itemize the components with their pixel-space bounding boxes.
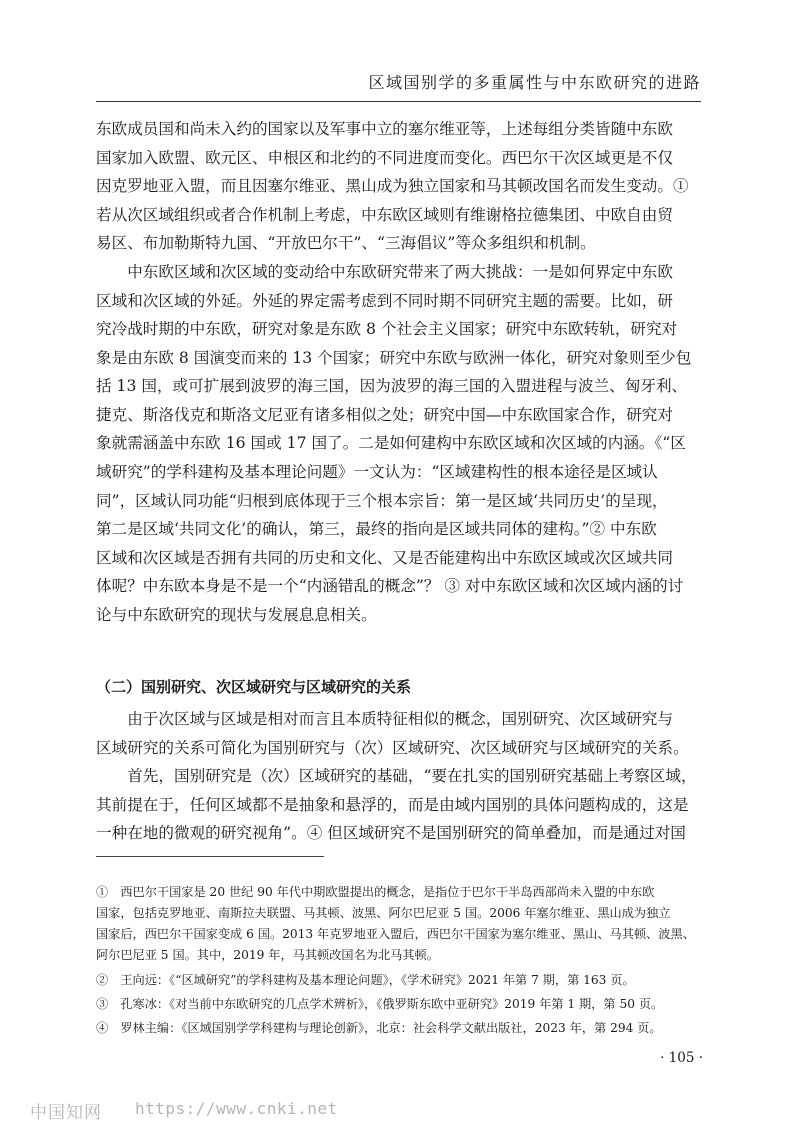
body-line: 一种在地的微观的研究视角”。④ 但区域研究不是国别研究的简单叠加，而是通过对国 bbox=[96, 824, 686, 842]
body-line: 究冷战时期的中东欧，研究对象是东欧 8 个社会主义国家；研究中东欧转轨，研究对 bbox=[96, 320, 678, 338]
body-line: 区域研究的关系可简化为国别研究与（次）区域研究、次区域研究与区域研究的关系。 bbox=[96, 739, 689, 757]
body-line: 东欧成员国和尚未入约的国家以及军事中立的塞尔维亚等，上述每组分类皆随中东欧 bbox=[96, 120, 673, 138]
footnote-line: 国家后，西巴尔干国家变成 6 国。2013 年克罗地亚入盟后，西巴尔干国家为塞尔维亚、黑山、马其顿、波黑、 bbox=[96, 927, 695, 941]
body-line: 论与中东欧研究的现状与发展息息相关。 bbox=[96, 606, 377, 624]
body-line: 象就需涵盖中东欧 16 国或 17 国了。二是如何建构中东欧区域和次区域的内涵。《“区 bbox=[96, 434, 686, 452]
body-line: 由于次区域与区域是相对而言且本质特征相似的概念，国别研究、次区域研究与 bbox=[96, 710, 673, 728]
footnote-line: 阿尔巴尼亚 5 国。其中，2019 年，马其顿改国名为北马其顿。 bbox=[96, 948, 439, 962]
footnote-3: ③ 孔寒冰：《对当前中东欧研究的几点学术辨析》，《俄罗斯东欧中亚研究》2019 年第 1 期，第 50 页。 bbox=[96, 997, 664, 1011]
body-line: 同”，区域认同功能“归根到底体现于三个根本宗旨：第一是区域‘共同历史’的呈现， bbox=[96, 492, 668, 510]
body-line: 区域和次区域是否拥有共同的历史和文化、又是否能建构出中东欧区域或次区域共同 bbox=[96, 549, 673, 567]
running-header: 区域国别学的多重属性与中东欧研究的进路 bbox=[368, 73, 701, 92]
body-line: 易区、布加勒斯特九国、“开放巴尔干”、“三海倡议”等众多组织和机制。 bbox=[96, 234, 596, 252]
body-line: 因克罗地亚入盟，而且因塞尔维亚、黑山成为独立国家和马其顿改国名而发生变动。① bbox=[96, 177, 689, 195]
body-line: 捷克、斯洛伐克和斯洛文尼亚有诸多相似之处；研究中国—中东欧国家合作，研究对 bbox=[96, 406, 673, 424]
body-line: 若从次区域组织或者合作机制上考虑，中东欧区域则有维谢格拉德集团、中欧自由贸 bbox=[96, 206, 673, 224]
footnote-4: ④ 罗林主编：《区域国别学学科建构与理论创新》，北京：社会科学文献出版社，2023 年，第 294 页。 bbox=[96, 1021, 662, 1035]
body-line: 首先，国别研究是（次）区域研究的基础，“要在扎实的国别研究基础上考察区域， bbox=[96, 767, 697, 785]
watermark-site-name: 中国知网 bbox=[30, 1103, 102, 1123]
body-line: 第二是区域‘共同文化’的确认，第三，最终的指向是区域共同体的建构。”② 中东欧 bbox=[96, 520, 657, 538]
watermark-url: https://www.cnki.net bbox=[135, 1099, 338, 1118]
section-heading: （二）国别研究、次区域研究与区域研究的关系 bbox=[96, 678, 412, 696]
body-line: 其前提在于，任何区域都不是抽象和悬浮的，而是由域内国别的具体问题构成的，这是 bbox=[96, 796, 689, 814]
footnote-rule bbox=[96, 856, 324, 857]
footnote-line: 国家，包括克罗地亚、南斯拉夫联盟、马其顿、波黑、阿尔巴尼亚 5 国。2006 年塞尔维亚、黑山成为独立 bbox=[96, 906, 671, 920]
body-line: 中东欧区域和次区域的变动给中东欧研究带来了两大挑战：一是如何界定中东欧 bbox=[96, 263, 673, 281]
page-number: · 105 · bbox=[660, 1050, 703, 1066]
body-line: 括 13 国，或可扩展到波罗的海三国，因为波罗的海三国的入盟进程与波兰、匈牙利、 bbox=[96, 377, 688, 395]
footnote-2: ② 王向远：《“区域研究”的学科建构及基本理论问题》，《学术研究》2021 年第 7 期，第 163 页。 bbox=[96, 973, 635, 987]
body-line: 区域和次区域的外延。外延的界定需考虑到不同时期不同研究主题的需要。比如，研 bbox=[96, 292, 673, 310]
body-line: 象是由东欧 8 国演变而来的 13 个国家；研究中东欧与欧洲一体化，研究对象则至少包 bbox=[96, 349, 692, 367]
body-line: 国家加入欧盟、欧元区、申根区和北约的不同进度而变化。西巴尔干次区域更是不仅 bbox=[96, 149, 673, 167]
footnote-line: ① 西巴尔干国家是 20 世纪 90 年代中期欧盟提出的概念，是指位于巴尔干半岛西部尚未入盟的中东欧 bbox=[96, 885, 655, 899]
body-line: 体呢？中东欧本身是不是一个“内涵错乱的概念”？ ③ 对中东欧区域和次区域内涵的讨 bbox=[96, 577, 684, 595]
body-line: 域研究”的学科建构及基本理论问题》一文认为：“区域建构性的根本途径是区域认 bbox=[96, 463, 658, 481]
header-rule bbox=[96, 101, 701, 102]
